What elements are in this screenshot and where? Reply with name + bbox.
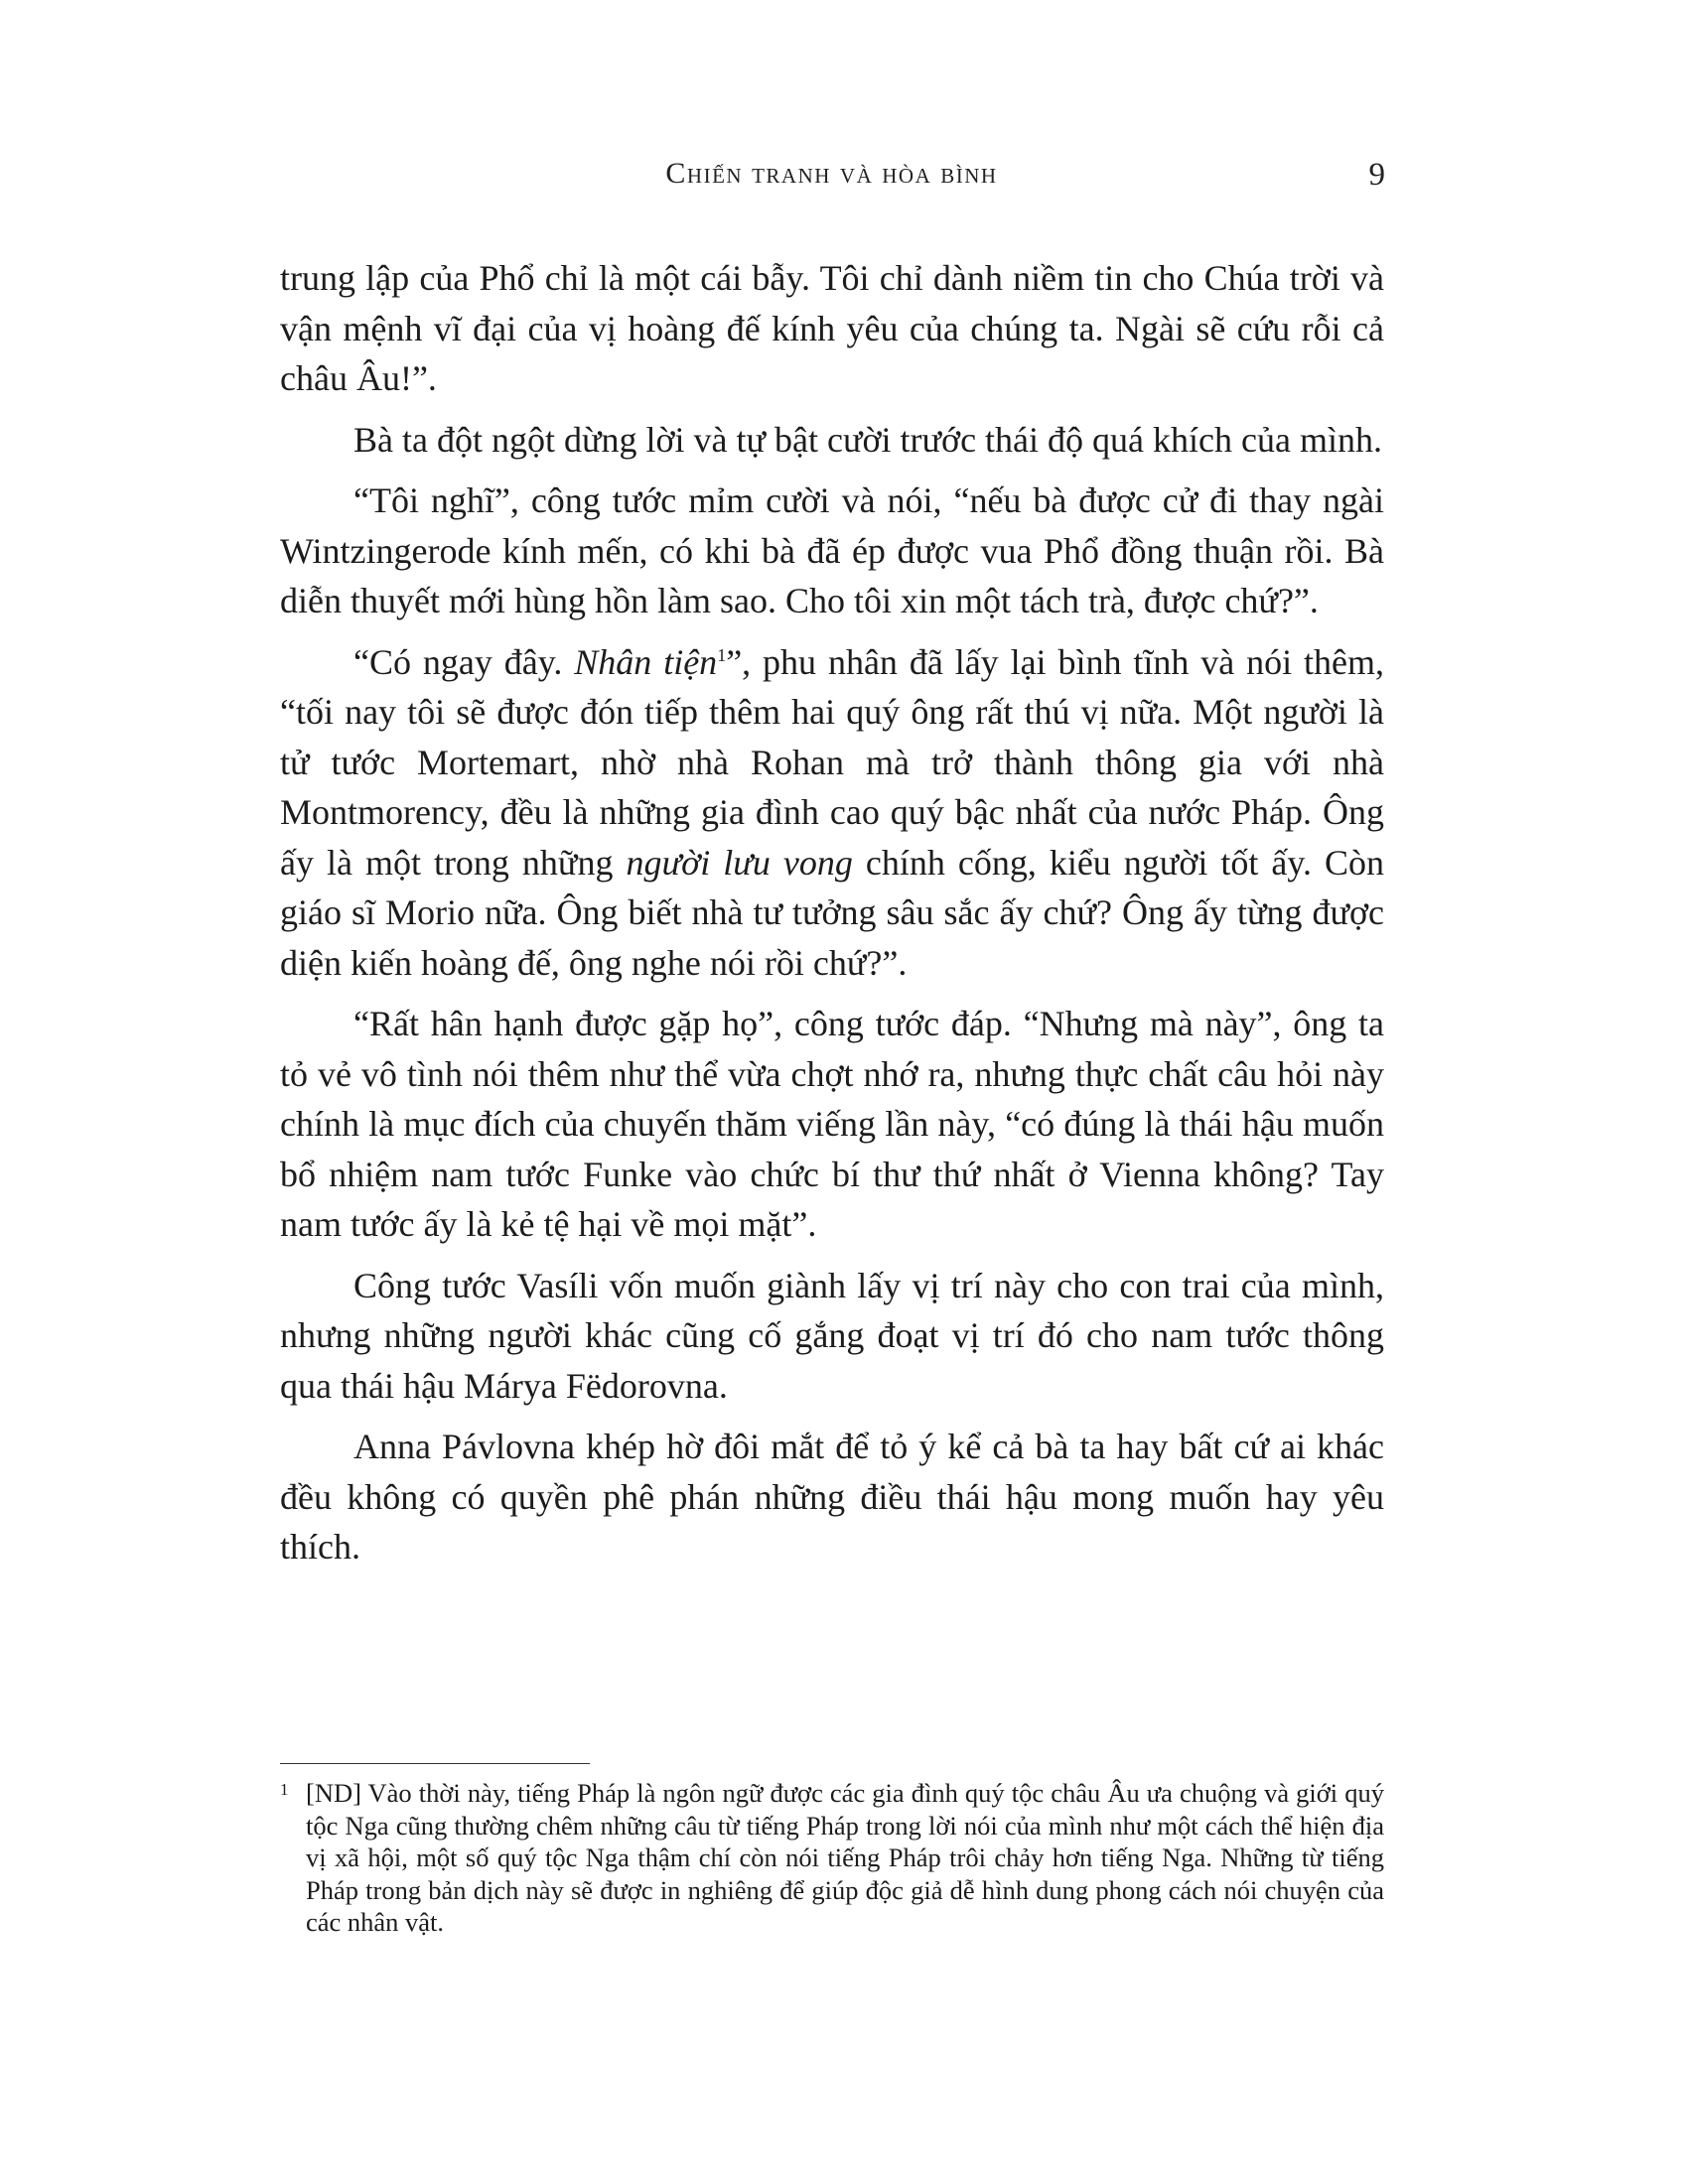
footnote-reference: 1 [717,644,727,665]
text-run: ”, phu nhân đã lấy lại bình tĩnh và nói thêm, “tối nay tôi sẽ được đón tiếp thêm hai quý ông rất thú vị nữa. Một người là tử tước Mortemart, nhờ nhà Rohan mà trở thành thông gia với nhà Montmorency, đều là những gia đình cao quý bậc nhất của nước Pháp. Ông ấy là một trong những [280,641,1384,883]
footnote [280,1777,1384,1939]
italic-phrase: Nhân tiện [574,641,718,682]
paragraph [280,415,1384,466]
paragraph [280,1422,1384,1572]
text-run: chính cống, kiểu người tốt ấy. Còn giáo sĩ Morio nữa. Ông biết nhà tư tưởng sâu sắc ấy chứ? Ông ấy từng được diện kiến hoàng đế, ông nghe nói rồi chứ?”. [280,842,1384,983]
running-header [278,157,1385,206]
page-number: 9 [1368,157,1385,193]
text-run: Anna Pávlovna khép hờ đôi mắt để tỏ ý kể cả bà ta hay bất cứ ai khác đều không có quyền phê phán những điều thái hậu mong muốn hay yêu thích. [280,1427,1384,1567]
footnote-divider [280,1763,590,1764]
running-title: Chiến tranh và hòa bình [665,157,998,190]
body-text [280,253,1384,1583]
text-run: Bà ta đột ngột dừng lời và tự bật cười trước thái độ quá khích của mình. [353,419,1382,460]
footnote-marker: 1 [280,1780,289,1799]
paragraph [280,1261,1384,1412]
text-run: “Rất hân hạnh được gặp họ”, công tước đáp. “Nhưng mà này”, ông ta tỏ vẻ vô tình nói thêm như thể vừa chợt nhớ ra, nhưng thực chất câu hỏi này chính là mục đích của chuyến thăm viếng lần này, “có đúng là thái hậu muốn bổ nhiệm nam tước Funke vào chức bí thư thứ nhất ở Vienna không? Tay nam tước ấy là kẻ tệ hại về mọi mặt”. [280,1004,1384,1244]
paragraph [280,999,1384,1250]
paragraph [280,476,1384,626]
italic-phrase: người lưu vong [626,842,853,883]
text-run: trung lập của Phổ chỉ là một cái bẫy. Tôi chỉ dành niềm tin cho Chúa trời và vận mệnh vĩ đại của vị hoàng đế kính yêu của chúng ta. Ngài sẽ cứu rỗi cả châu Âu!”. [280,258,1384,398]
footnote-text: [ND] Vào thời này, tiếng Pháp là ngôn ngữ được các gia đình quý tộc châu Âu ưa chuộng và giới quý tộc Nga cũng thường chêm những câu từ tiếng Pháp trong lời nói của mình như một cách thể hiện địa vị xã hội, một số quý tộc Nga thậm chí còn nói tiếng Pháp trôi chảy hơn tiếng Nga. Những từ tiếng Pháp trong bản dịch này sẽ được in nghiêng để giúp độc giả dễ hình dung phong cách nói chuyện của các nhân vật. [306,1778,1384,1937]
paragraph [280,253,1384,404]
text-run: “Tôi nghĩ”, công tước mỉm cười và nói, “nếu bà được cử đi thay ngài Wintzingerode kính mến, có khi bà đã ép được vua Phổ đồng thuận rồi. Bà diễn thuyết mới hùng hồn làm sao. Cho tôi xin một tách trà, được chứ?”. [280,480,1384,620]
text-run: Công tước Vasíli vốn muốn giành lấy vị trí này cho con trai của mình, nhưng những người khác cũng cố gắng đoạt vị trí đó cho nam tước thông qua thái hậu Márya Fëdorovna. [280,1265,1384,1406]
text-run: “Có ngay đây. [353,641,575,682]
paragraph [280,637,1384,989]
